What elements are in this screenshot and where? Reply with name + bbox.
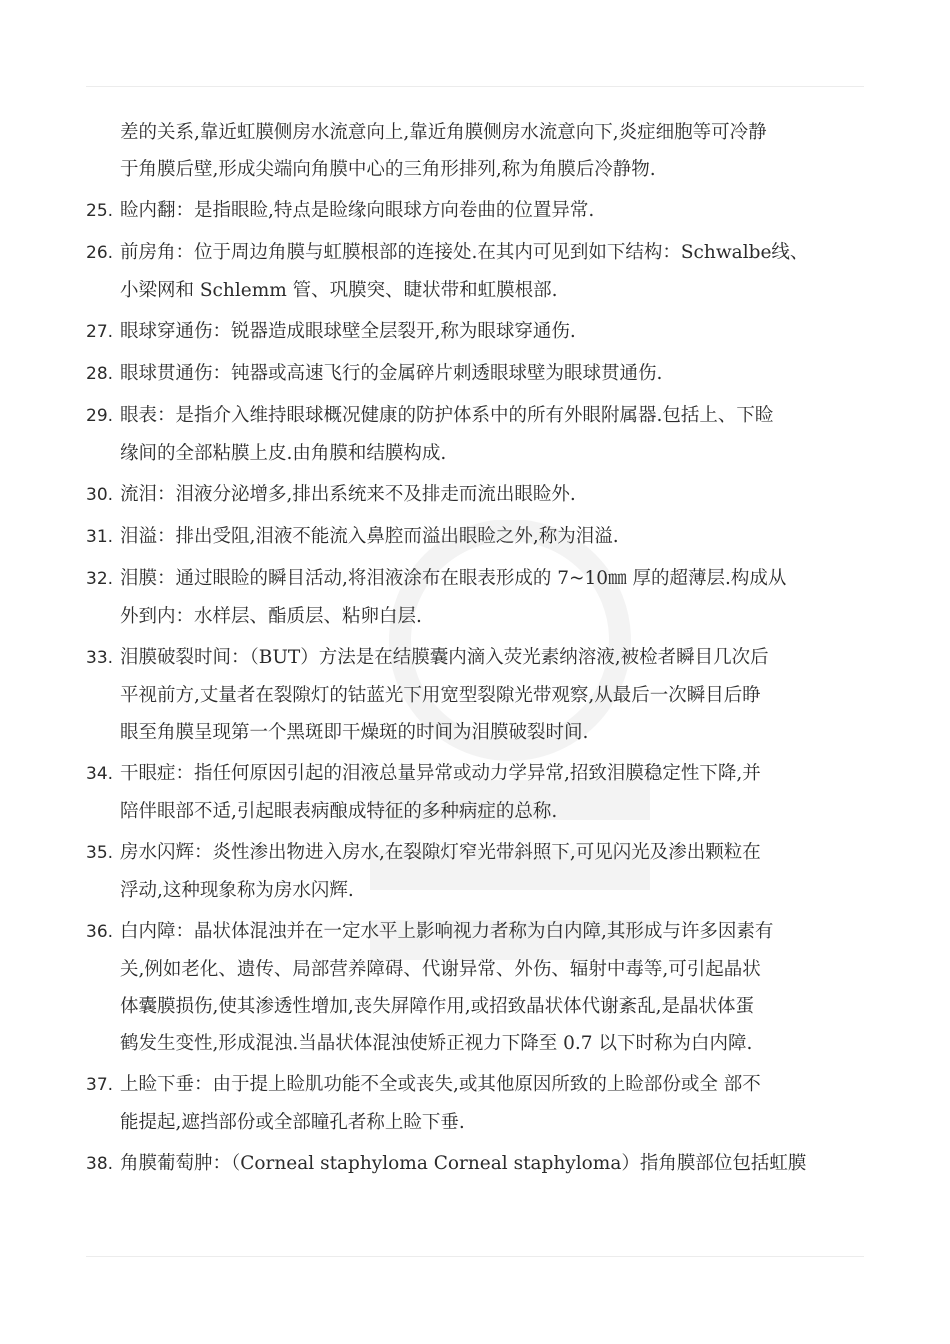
text-line	[86, 518, 876, 556]
header-rule	[86, 86, 864, 87]
text-line	[86, 313, 876, 351]
entry-number: 33.	[86, 648, 114, 668]
definition-entry	[86, 913, 876, 1062]
document-body	[86, 114, 876, 1187]
definition-entry	[86, 518, 876, 556]
continuation-paragraph	[86, 114, 876, 188]
text-line	[86, 192, 876, 230]
entry-number: 27.	[86, 322, 114, 342]
text-line: 小梁网和 Schlemm 管、巩膜突、睫状带和虹膜根部.	[120, 280, 558, 301]
definition-entry	[86, 639, 876, 751]
entry-text: 泪膜破裂时间：（BUT）方法是在结膜囊内滴入荧光素纳溶液,被检者瞬目几次后	[120, 647, 769, 668]
definition-entry	[86, 192, 876, 230]
text-line: 缘间的全部粘膜上皮.由角膜和结膜构成.	[120, 443, 447, 464]
entry-number: 37.	[86, 1075, 114, 1095]
definition-entry	[86, 397, 876, 472]
entry-text: 白内障：晶状体混浊并在一定水平上影响视力者称为白内障,其形成与许多因素有	[120, 921, 774, 942]
text-line	[86, 913, 876, 951]
entry-text: 流泪：泪液分泌增多,排出系统来不及排走而流出眼睑外.	[120, 484, 576, 505]
text-line: 关,例如老化、遗传、局部营养障碍、代谢异常、外伤、辐射中毒等,可引起晶状	[120, 959, 761, 980]
entry-text: 房水闪辉：炎性渗出物进入房水,在裂隙灯窄光带斜照下,可见闪光及渗出颗粒在	[120, 842, 761, 863]
text-line	[86, 355, 876, 393]
entry-number: 32.	[86, 569, 114, 589]
definition-entry	[86, 560, 876, 635]
text-line: 于角膜后壁,形成尖端向角膜中心的三角形排列,称为角膜后冷静物.	[120, 159, 656, 180]
definition-entry	[86, 1066, 876, 1141]
entry-number: 31.	[86, 527, 114, 547]
entry-number: 30.	[86, 485, 114, 505]
footer-rule	[86, 1256, 864, 1257]
text-line	[86, 1145, 876, 1183]
entry-text: 睑内翻：是指眼睑,特点是睑缘向眼球方向卷曲的位置异常.	[120, 200, 595, 221]
definition-entry	[86, 1145, 876, 1183]
text-line	[86, 234, 876, 272]
text-line: 平视前方,丈量者在裂隙灯的钴蓝光下用宽型裂隙光带观察,从最后一次瞬目后睁	[120, 685, 761, 706]
entry-text: 眼球穿通伤：锐器造成眼球壁全层裂开,称为眼球穿通伤.	[120, 321, 576, 342]
entry-number: 28.	[86, 364, 114, 384]
text-line: 浮动,这种现象称为房水闪辉.	[120, 880, 354, 901]
definition-entry	[86, 755, 876, 830]
text-line: 外到内：水样层、酯质层、粘卵白层.	[120, 606, 422, 627]
entry-number: 26.	[86, 243, 114, 263]
text-line	[86, 1066, 876, 1104]
text-line: 差的关系,靠近虹膜侧房水流意向上,靠近角膜侧房水流意向下,炎症细胞等可冷静	[120, 122, 767, 143]
text-line	[86, 560, 876, 598]
definition-entry	[86, 234, 876, 309]
entry-text: 上睑下垂：由于提上睑肌功能不全或丧失,或其他原因所致的上睑部份或全 部不	[120, 1074, 761, 1095]
definition-entry	[86, 834, 876, 909]
text-line	[86, 639, 876, 677]
entry-number: 34.	[86, 764, 114, 784]
entry-text: 泪溢：排出受阻,泪液不能流入鼻腔而溢出眼睑之外,称为泪溢.	[120, 526, 619, 547]
entry-text: 干眼症：指任何原因引起的泪液总量异常或动力学异常,招致泪膜稳定性下降,并	[120, 763, 761, 784]
entry-text: 泪膜：通过眼睑的瞬目活动,将泪液涂布在眼表形成的 7~10㎜ 厚的超薄层.构成从	[120, 568, 787, 589]
definition-entry	[86, 355, 876, 393]
text-line: 眼至角膜呈现第一个黑斑即干燥斑的时间为泪膜破裂时间.	[120, 722, 589, 743]
text-line: 陪伴眼部不适,引起眼表病酿成特征的多种病症的总称.	[120, 801, 558, 822]
entry-text: 眼表：是指介入维持眼球概况健康的防护体系中的所有外眼附属器.包括上、下睑	[120, 405, 774, 426]
text-line: 能提起,遮挡部份或全部瞳孔者称上睑下垂.	[120, 1112, 465, 1133]
text-line: 鹤发生变性,形成混浊.当晶状体混浊使矫正视力下降至 0.7 以下时称为白内障.	[120, 1033, 753, 1054]
entry-number: 36.	[86, 922, 114, 942]
definition-entry	[86, 476, 876, 514]
entry-number: 35.	[86, 843, 114, 863]
text-line	[86, 755, 876, 793]
text-line: 体囊膜损伤,使其渗透性增加,丧失屏障作用,或招致晶状体代谢紊乱,是晶状体蛋	[120, 996, 755, 1017]
entry-text: 前房角：位于周边角膜与虹膜根部的连接处.在其内可见到如下结构：Schwalbe线、	[120, 242, 809, 263]
entry-text: 角膜葡萄肿：（Corneal staphyloma Corneal staphyloma）指角膜部位包括虹膜	[120, 1153, 807, 1174]
entry-text: 眼球贯通伤：钝器或高速飞行的金属碎片刺透眼球壁为眼球贯通伤.	[120, 363, 663, 384]
entry-number: 29.	[86, 406, 114, 426]
text-line	[86, 834, 876, 872]
definition-list	[86, 192, 876, 1183]
definition-entry	[86, 313, 876, 351]
text-line	[86, 476, 876, 514]
entry-number: 25.	[86, 201, 114, 221]
text-line	[86, 397, 876, 435]
entry-number: 38.	[86, 1154, 114, 1174]
